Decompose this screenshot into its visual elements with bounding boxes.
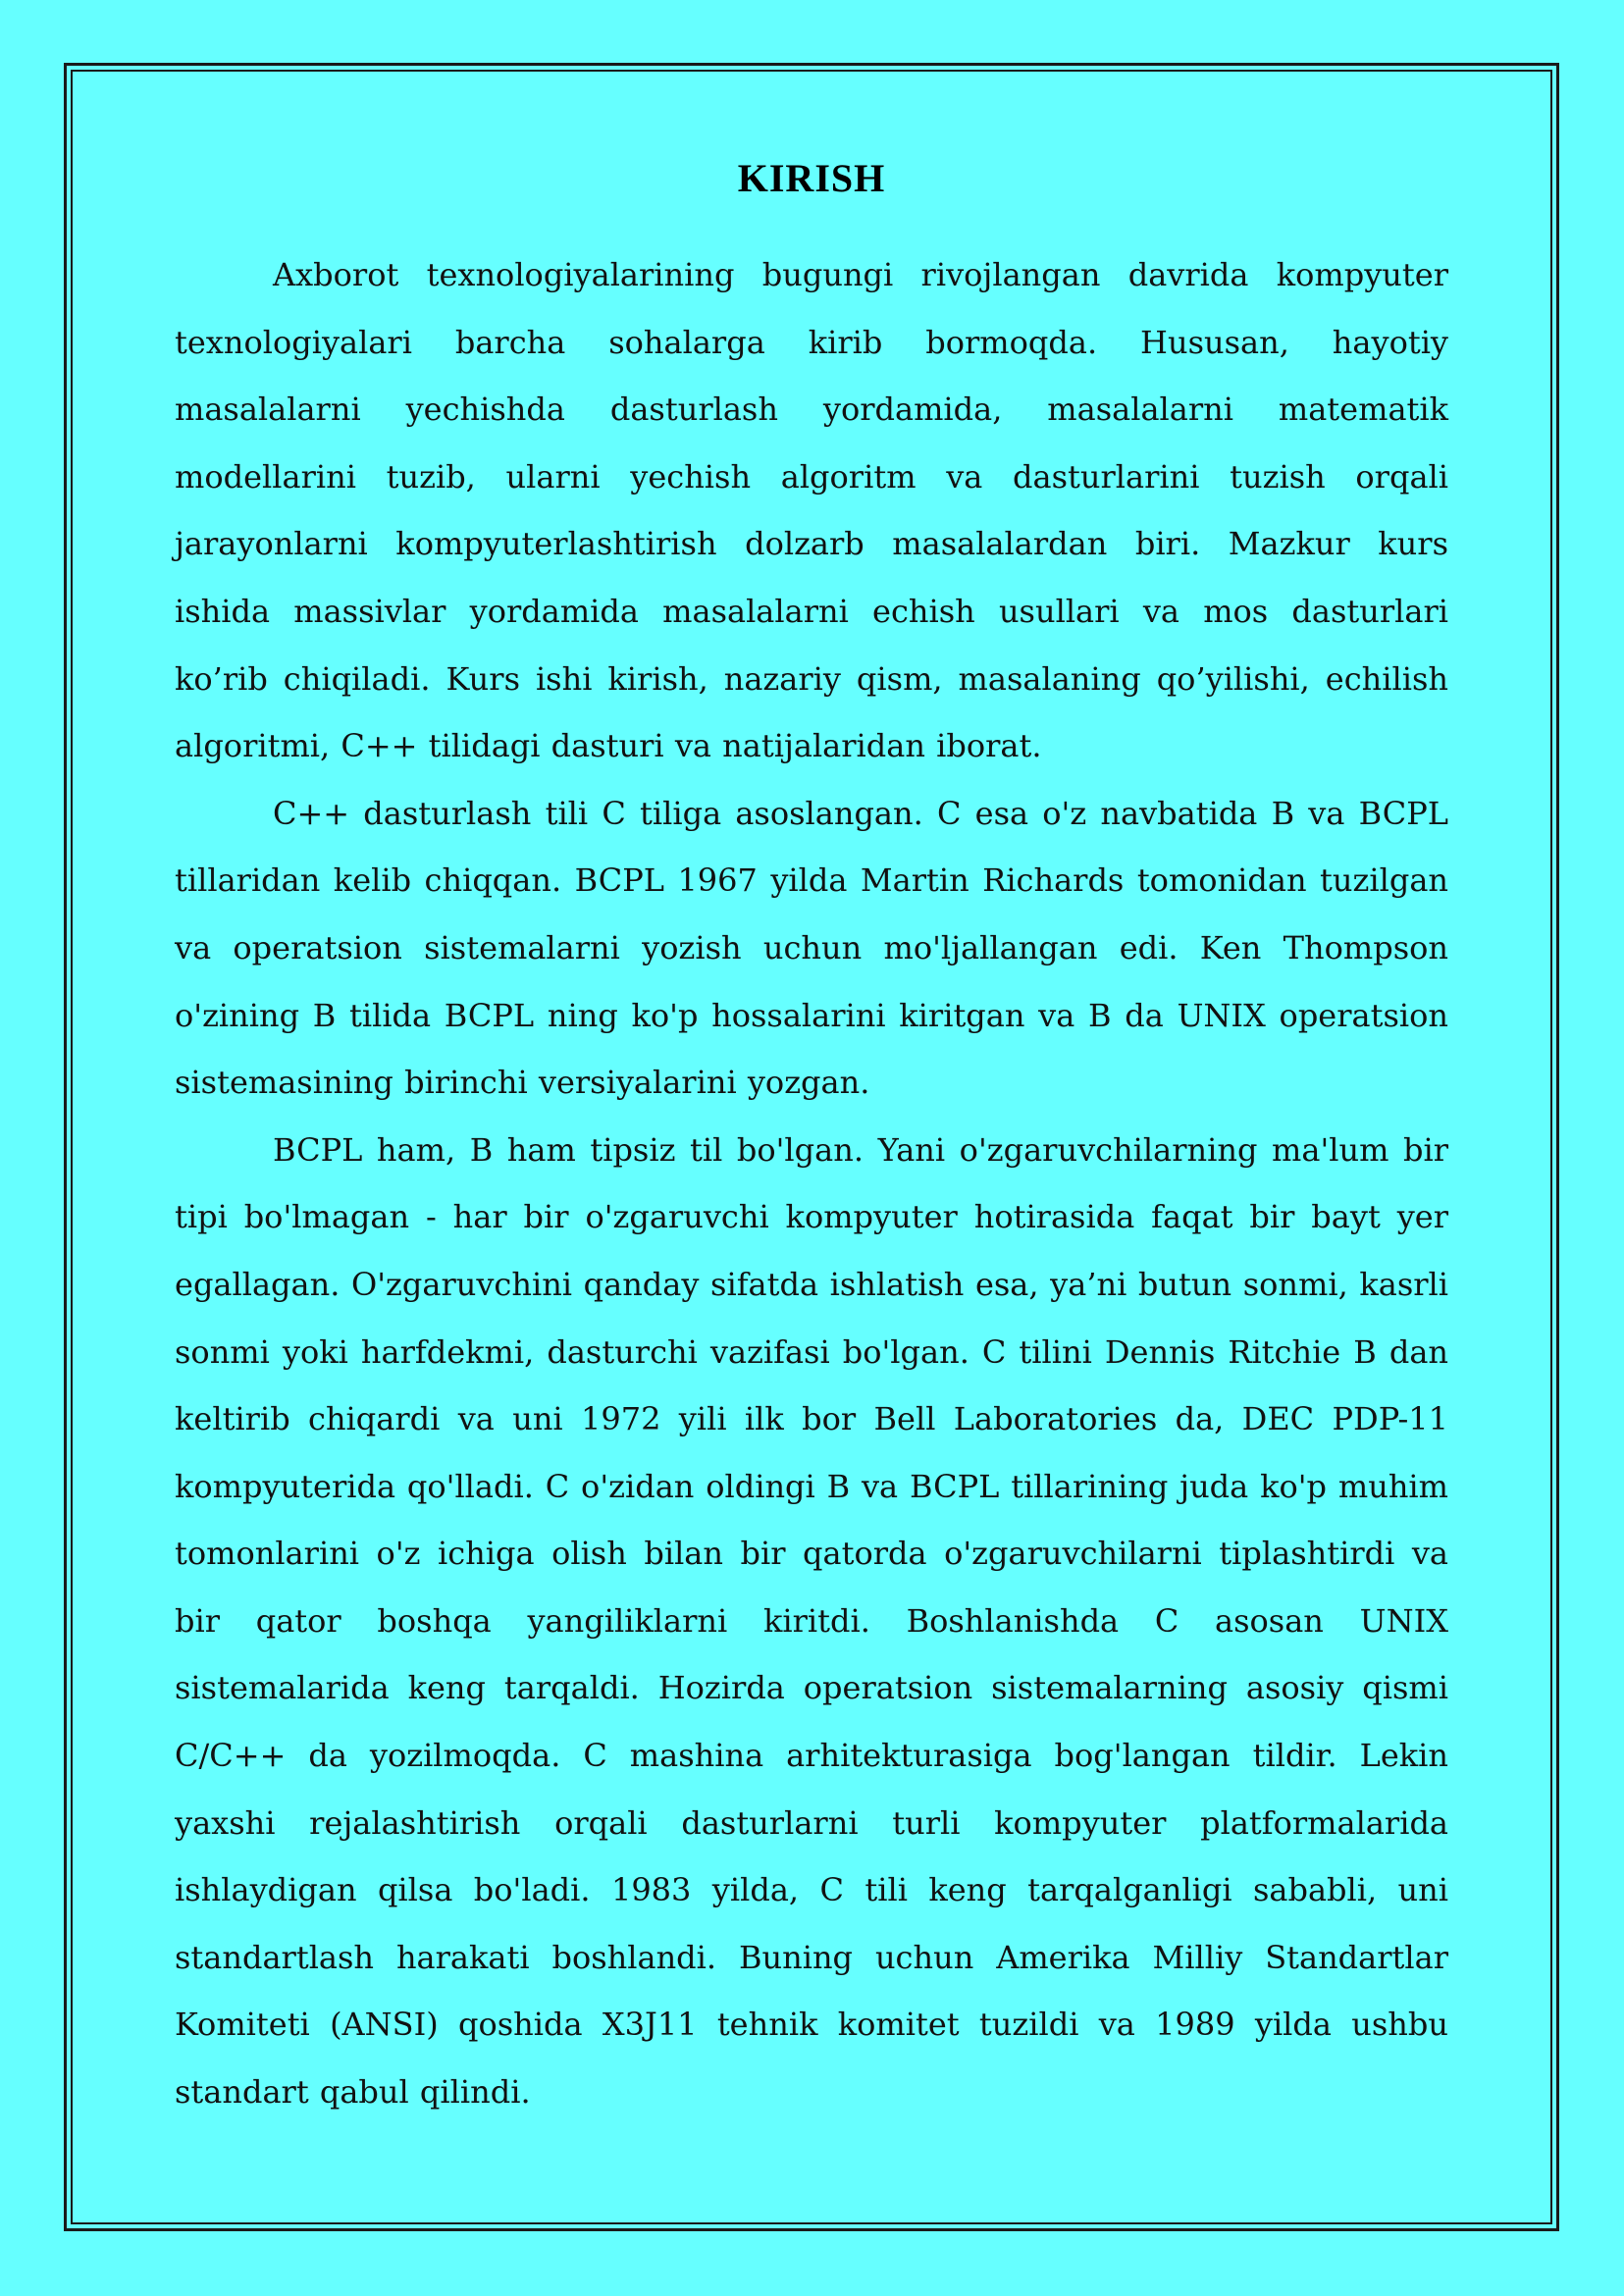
paragraph-c-history: BCPL ham, B ham tipsiz til bo'lgan. Yani o'zgaruvchilarning ma'lum bir tipi bo'lmagan - har bir o'zgaruvchi kompyuter hotirasida faqat bir bayt yer egallagan. O'zgaruvchini qanday sifatda ishlatish esa, ya’ni butun sonmi, kasrli sonmi yoki harfdekmi, dasturchi vazifasi bo'lgan. C tilini Dennis Ritchie B dan keltirib chiqardi va uni 1972 yili ilk bor Bell Laboratories da, DEC PDP-11 kompyuterida qo'lladi. C o'zidan oldingi B va BCPL tillarining juda ko'p muhim tomonlarini o'z ichiga olish bilan bir qatorda o'zgaruvchilarni tiplashtirdi va bir qator boshqa yangiliklarni kiritdi. Boshlanishda C asosan UNIX sistemalarida keng tarqaldi. Hozirda operatsion sistemalarning asosiy qismi C/C++ da yozilmoqda. C mashina arhitekturasiga bog'langan tildir. Lekin yaxshi rejalashtirish orqali dasturlarni turli kompyuter platformalarida ishlaydigan qilsa bo'ladi. 1983 yilda, C tili keng tarqalganligi sababli, uni standartlash harakati boshlandi. Buning uchun Amerika Milliy Standartlar Komiteti (ANSI) qoshida X3J11 tehnik komitet tuzildi va 1989 yilda ushbu standart qabul qilindi. <box>175 1130 1448 2112</box>
document-body <box>175 147 1448 2126</box>
document-title: KIRISH <box>737 156 886 200</box>
paragraph-cpp-origin: C++ dasturlash tili C tiliga asoslangan. C esa o'z navbatida B va BCPL tillaridan kelib chiqqan. BCPL 1967 yilda Martin Richards tomonidan tuzilgan va operatsion sistemalarni yozish uchun mo'ljallangan edi. Ken Thompson o'zining B tilida BCPL ning ko'p hossalarini kiritgan va B da UNIX operatsion sistemasining birinchi versiyalarini yozgan. <box>175 794 1448 1102</box>
paragraph-intro: Axborot texnologiyalarining bugungi rivojlangan davrida kompyuter texnologiyalari barcha sohalarga kirib bormoqda. Hususan, hayotiy masalalarni yechishda dasturlash yordamida, masalalarni matematik modellarini tuzib, ularni yechish algoritm va dasturlarini tuzish orqali jarayonlarni kompyuterlashtirish dolzarb masalalardan biri. Mazkur kurs ishida massivlar yordamida masalalarni echish usullari va mos dasturlari ko’rib chiqiladi. Kurs ishi kirish, nazariy qism, masalaning qo’yilishi, echilish algoritmi, C++ tilidagi dasturi va natijalaridan iborat. <box>175 256 1448 765</box>
